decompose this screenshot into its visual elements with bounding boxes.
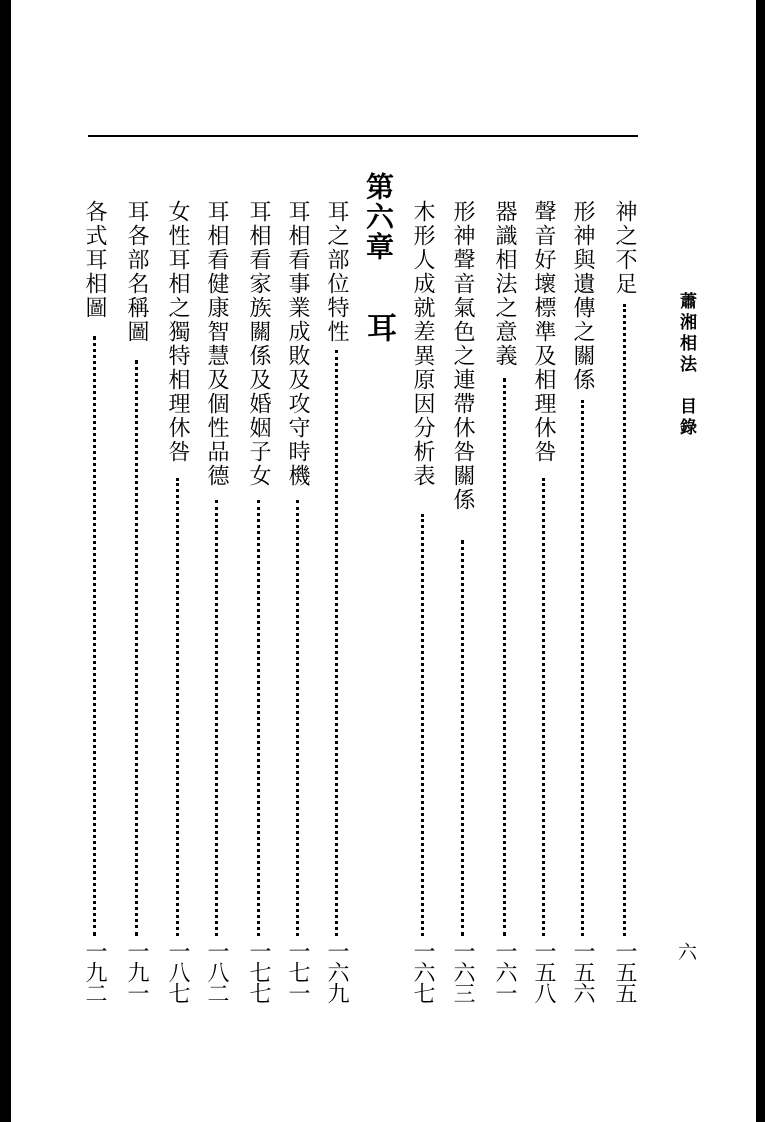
top-rule: [88, 135, 638, 137]
toc-entry-title: 耳相看事業成敗及攻守時機: [285, 200, 310, 488]
toc-entry-page: 一六三: [450, 940, 475, 1003]
toc-entry-title: 神之不足: [612, 200, 637, 296]
toc-entry-page: 一六九: [324, 940, 349, 1003]
toc-entry: [408, 200, 440, 1012]
dot-leader: [335, 350, 338, 936]
chapter-name: 耳: [361, 312, 396, 342]
scan-edge-right: [756, 0, 765, 1122]
toc-entry-page: 一九一: [124, 940, 149, 1003]
dot-leader: [135, 360, 138, 936]
toc-entry-title: 耳相看健康智慧及個性品德: [204, 200, 229, 488]
toc-entry: [163, 200, 195, 1012]
toc-entry-title: 形神與遺傳之關係: [570, 200, 595, 392]
scan-edge-left: [0, 0, 11, 1122]
toc-entry: [529, 200, 561, 1012]
toc-entry-page: 一六七: [410, 940, 435, 1003]
toc-entry: [490, 200, 522, 1012]
toc-entry: [610, 200, 642, 1012]
dot-leader: [93, 336, 96, 936]
dot-leader: [542, 478, 545, 936]
toc-entry-title: 耳各部名稱圖: [124, 200, 149, 344]
toc-entry: [568, 200, 600, 1012]
toc-entry: [122, 200, 154, 1012]
toc-entry-title: 聲音好壞標準及相理休咎: [531, 200, 556, 464]
toc-entry-page: 一五五: [612, 940, 637, 1003]
toc-entry: [80, 200, 112, 1012]
toc-entry-page: 一八二: [204, 940, 229, 1003]
toc-entry: [283, 200, 315, 1012]
dot-leader: [623, 304, 626, 936]
toc-entry-page: 一五六: [570, 940, 595, 1003]
dot-leader: [503, 378, 506, 936]
chapter-heading: [360, 172, 400, 372]
toc-entry-title: 形神聲音氣色之連帶休咎關係: [450, 200, 475, 512]
running-header-page-number: 六: [675, 942, 697, 961]
toc-entry-title: 耳之部位特性: [324, 200, 349, 344]
toc-entry-title: 木形人成就差異原因分析表: [410, 200, 435, 488]
running-header-title: 蕭湘相法 目錄: [676, 292, 696, 439]
toc-entry-title: 各式耳相圖: [82, 200, 107, 320]
dot-leader: [257, 500, 260, 936]
toc-entry-title: 器識相法之意義: [492, 200, 517, 368]
toc-entry-page: 一七一: [285, 940, 310, 1003]
toc-entry-title: 耳相看家族關係及婚姻子女: [246, 200, 271, 488]
toc-entry-title: 女性耳相之獨特相理休咎: [165, 200, 190, 464]
toc-entry: [244, 200, 276, 1012]
dot-leader: [581, 400, 584, 936]
toc-entry: [448, 200, 480, 1012]
toc-entry: [322, 200, 354, 1012]
toc-entry: [202, 200, 234, 1012]
toc-entry-page: 一八七: [165, 940, 190, 1003]
dot-leader: [421, 514, 424, 936]
toc-entry-page: 一六一: [492, 940, 517, 1003]
dot-leader: [296, 500, 299, 936]
dot-leader: [215, 500, 218, 936]
chapter-label: 第六章: [362, 172, 395, 262]
toc-entry-page: 一七七: [246, 940, 271, 1003]
toc-entry-page: 一五八: [531, 940, 556, 1003]
dot-leader: [176, 478, 179, 936]
dot-leader: [461, 540, 464, 936]
toc-entry-page: 一九二: [82, 940, 107, 1003]
